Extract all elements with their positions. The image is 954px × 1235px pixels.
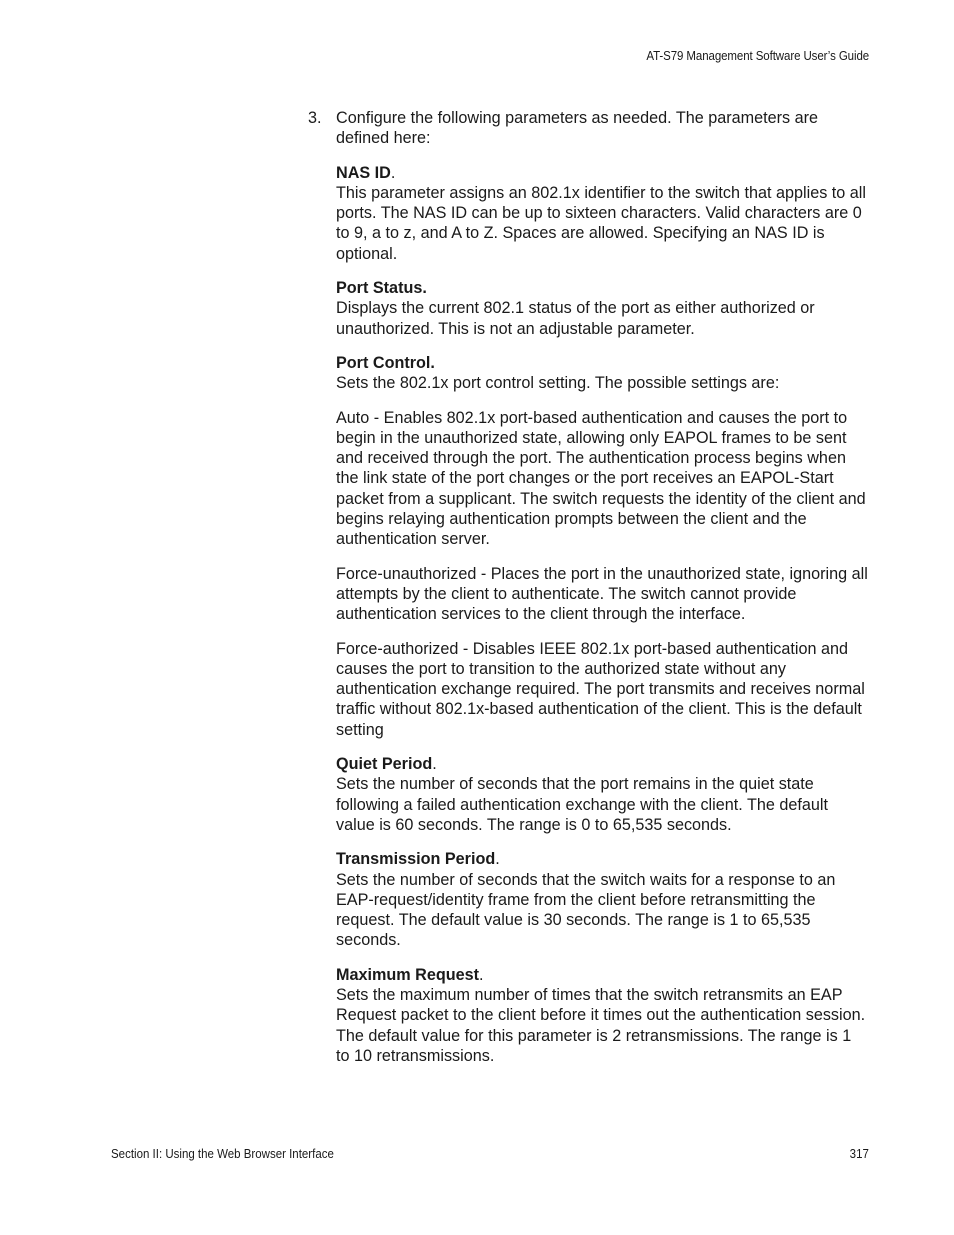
- param-title-punct: .: [479, 965, 484, 984]
- param-title-text: Maximum Request: [336, 965, 480, 984]
- param-quiet-period: [336, 754, 868, 835]
- param-title-maximum-request: [336, 965, 868, 985]
- param-port-control: [336, 353, 868, 394]
- param-transmission-period: [336, 849, 868, 950]
- port-control-auto: Auto - Enables 802.1x port-based authentication and causes the port to begin in the unauthorized state, allowing only EAPOL frames to be sent and received through the port. The authentication process begins when the link state of the port changes or the port receives an EAPOL-Start packet from a supplicant. The switch requests the identity of the client and begins relaying authentication prompts between the client and the authentication server.: [336, 408, 866, 549]
- port-control-force-authorized: Force-authorized - Disables IEEE 802.1x port-based authentication and causes the port to transition to the authorized state without any authentication exchange required. The port transmits and receives normal traffic without 802.1x-based authentication of the client. This is the default setting: [336, 639, 865, 739]
- param-title-text: Transmission Period: [336, 850, 496, 869]
- step-intro: Configure the following parameters as needed. The parameters are defined here:: [336, 109, 819, 148]
- param-title-punct: .: [390, 163, 396, 182]
- param-title-text: Quiet Period: [336, 755, 433, 774]
- param-title-quiet-period: [336, 754, 868, 774]
- param-title-nas-id: [336, 163, 868, 183]
- step-3: [308, 108, 868, 1080]
- step-number: 3.: [308, 109, 322, 127]
- param-title-text: NAS ID: [336, 163, 391, 182]
- param-port-status: [336, 278, 868, 339]
- param-maximum-request: [336, 965, 868, 1066]
- param-desc-port-control: Sets the 802.1x port control setting. The possible settings are:: [336, 374, 780, 393]
- param-nas-id: [336, 163, 868, 264]
- running-header: AT-S79 Management Software User’s Guide: [646, 49, 869, 63]
- port-control-force-unauthorized: Force-unauthorized - Places the port in the unauthorized state, ignoring all attempts by the client to authenticate. The switch cannot provide authentication services to the client through the interface.: [336, 564, 868, 624]
- param-desc-nas-id: This parameter assigns an 802.1x identifier to the switch that applies to all ports. The NAS ID can be up to sixteen characters. Valid characters are 0 to 9, a to z, and A to Z. Spaces are allowed. Specifying an NAS ID is optional.: [336, 183, 866, 263]
- param-desc-transmission-period: Sets the number of seconds that the switch waits for a response to an EAP-request/identity frame from the client before retransmitting the request. The default value is 30 seconds. The range is 1 to 65,535 seconds.: [336, 870, 836, 950]
- step-body: [336, 108, 868, 1066]
- param-desc-quiet-period: Sets the number of seconds that the port remains in the quiet state following a failed authentication exchange with the client. The default value is 60 seconds. The range is 0 to 65,535 seconds.: [336, 775, 828, 834]
- param-desc-maximum-request: Sets the maximum number of times that the switch retransmits an EAP Request packet to the client before it times out the authentication session. The default value for this parameter is 2 retransmissions. The range is 1 to 10 retransmissions.: [336, 985, 866, 1065]
- footer-page-number: 317: [849, 1147, 869, 1161]
- footer-section: Section II: Using the Web Browser Interface: [111, 1147, 334, 1161]
- param-title-port-status: Port Status.: [336, 279, 427, 298]
- param-title-transmission-period: [336, 849, 868, 869]
- param-desc-port-status: Displays the current 802.1 status of the port as either authorized or unauthorized. This is not an adjustable parameter.: [336, 299, 815, 338]
- param-title-port-control: Port Control.: [336, 353, 435, 372]
- param-title-punct: .: [495, 850, 500, 869]
- param-title-punct: .: [432, 755, 437, 774]
